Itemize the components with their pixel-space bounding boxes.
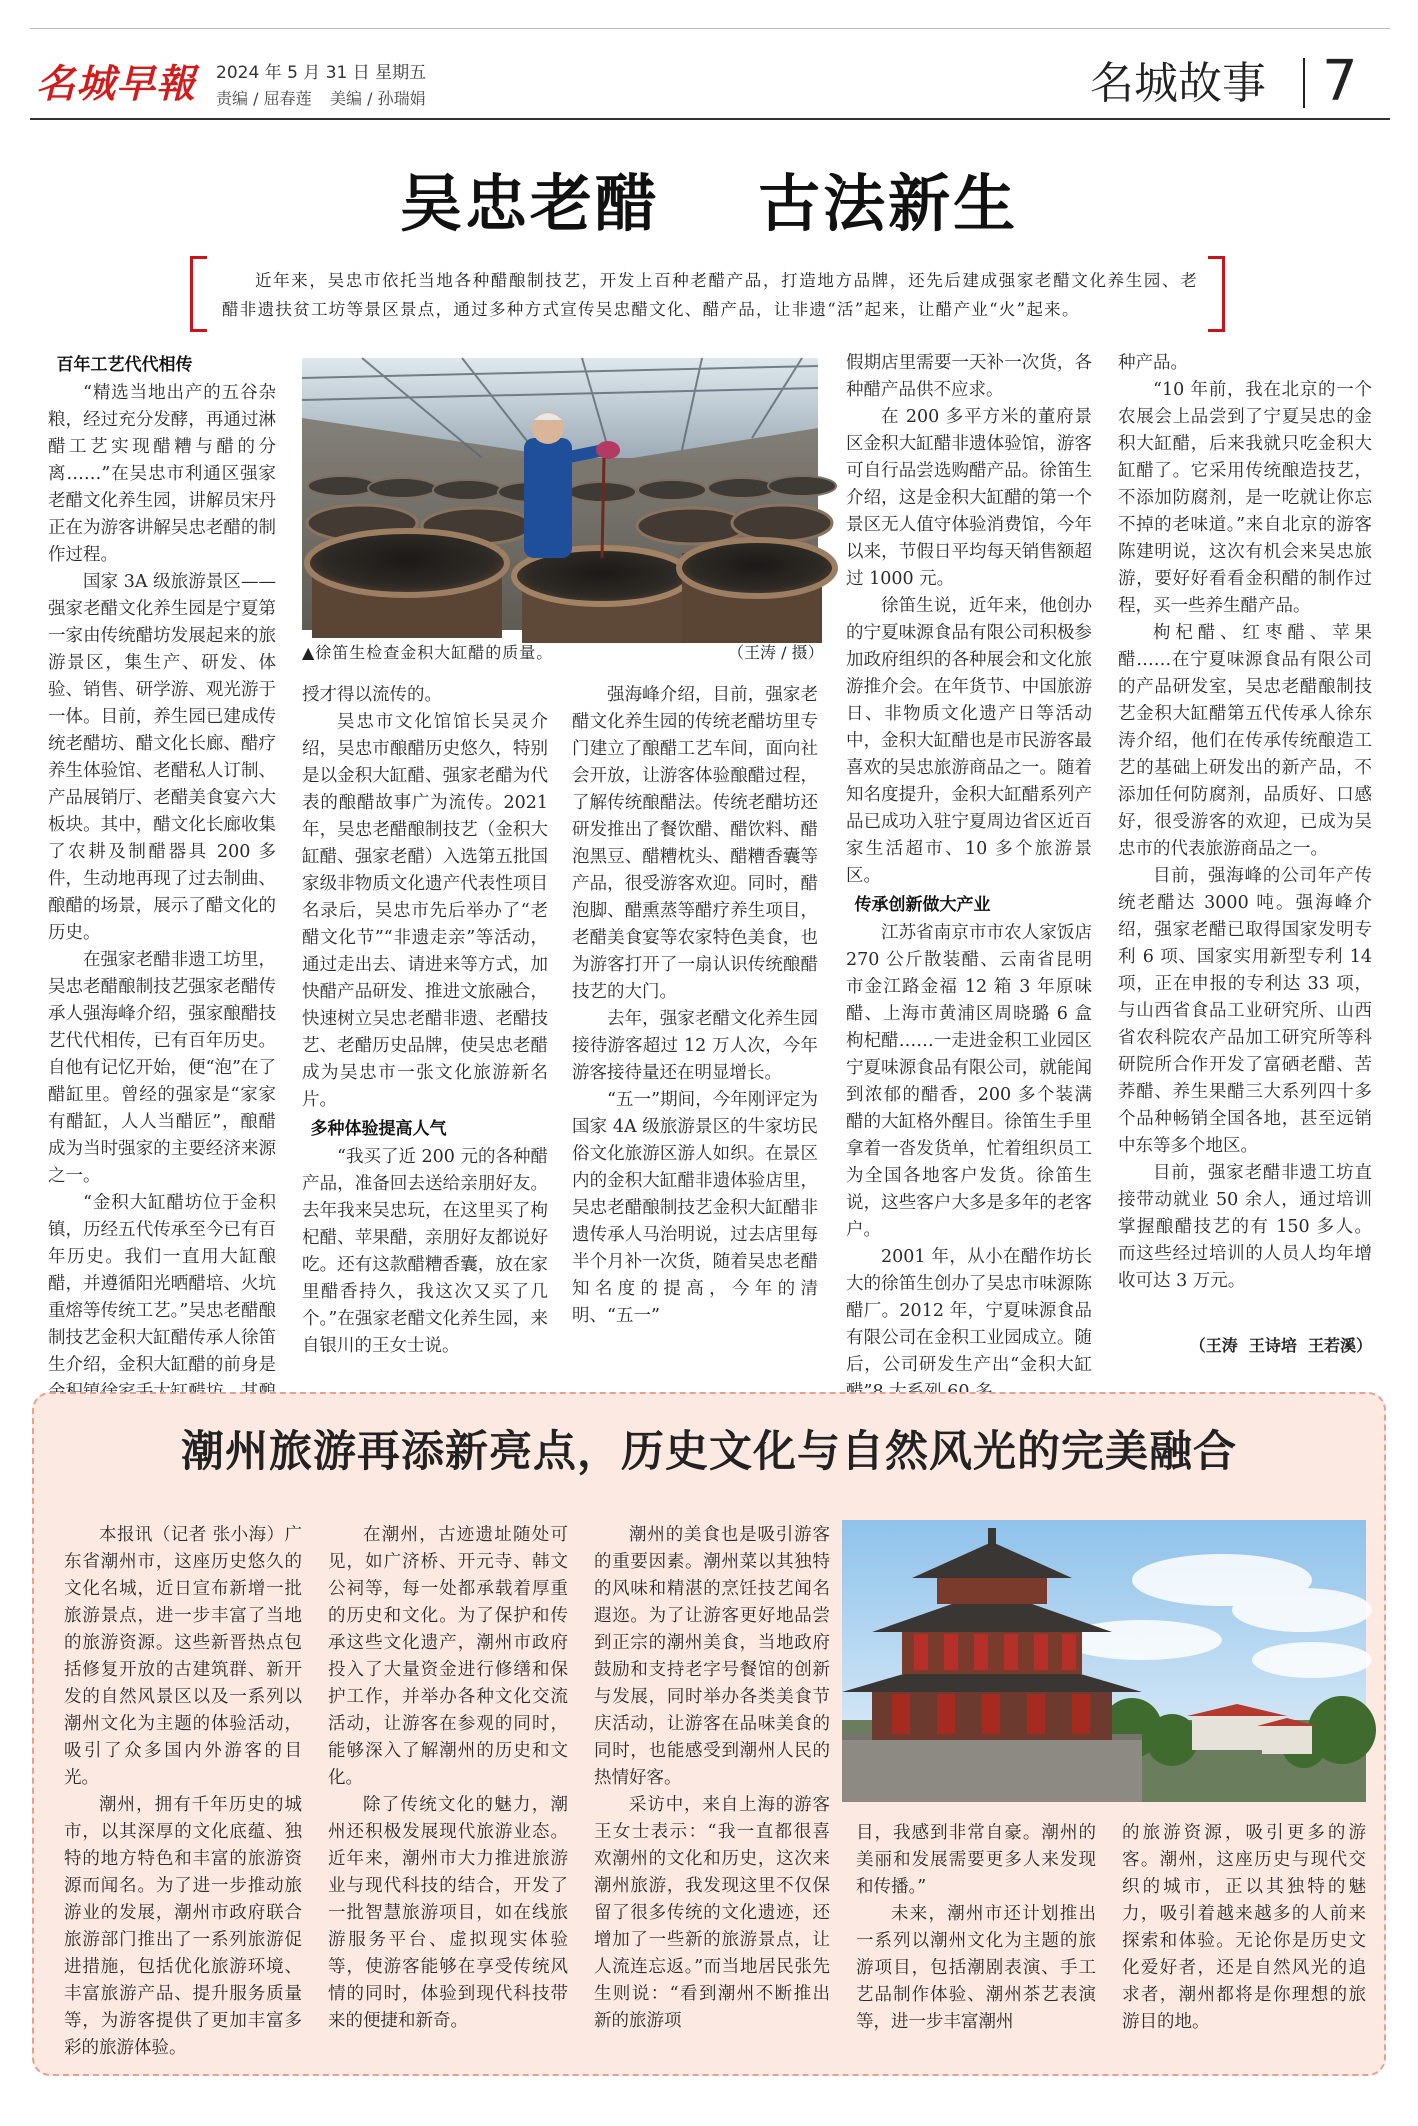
photo-credit: （王涛 / 摄） <box>728 643 824 662</box>
article1-column-1 <box>48 350 276 1375</box>
paragraph: “10 年前，我在北京的一个农展会上品尝到了宁夏吴忠的金积大缸醋，后来我就只吃金积大缸醋了。它采用传统酿造技艺，不添加防腐剂，是一吃就让你忘不掉的老味道。”来自北京的游客陈建明说，这次有机会来吴忠旅游，要好好看看金积醋的制作过程，买一些养生醋产品。 <box>1118 380 1372 616</box>
paragraph: 在强家老醋非遗工坊里，吴忠老醋酿制技艺强家老醋传承人强海峰介绍，强家酿醋技艺代代相传，已有百年历史。自他有记忆开始，便“泡”在了醋缸里。曾经的强家是“家家有醋缸，人人当醋匠”，酿醋成为当时强家的主要经济来源之一。 <box>48 950 276 1186</box>
paragraph: 枸杞醋、红枣醋、苹果醋……在宁夏味源食品有限公司的产品研发室，吴忠老醋酿制技艺金积大缸醋第五代传承人徐东涛介绍，他们在传承传统酿造工艺的基础上研发出的新产品，不添加任何防腐剂，品质好、口感好，很受游客的欢迎，已成为吴忠市的代表旅游商品之一。 <box>1118 623 1372 859</box>
paragraph: 潮州的美食也是吸引游客的重要因素。潮州菜以其独特的风味和精湛的烹饪技艺闻名遐迩。为了让游客更好地品尝到正宗的潮州美食，当地政府鼓励和支持老字号餐馆的创新与发展，同时举办各类美食节庆活动，让游客在品味美食的同时，也能感受到潮州人民的热情好客。 <box>594 1525 830 1788</box>
paragraph: “金积大缸醋坊位于金积镇，历经五代传承至今已有百年历史。我们一直用大缸酿醋，并遵循阳光晒醋培、火坑重熔等传统工艺。”吴忠老醋酿制技艺金积大缸醋传承人徐笛生介绍，金积大缸醋的前身是 <box>48 1193 276 1375</box>
vinegar-vats-photo <box>302 358 818 630</box>
article1-title: 吴忠老醋 古法新生 <box>399 167 1019 240</box>
paragraph: 吴忠市文化馆馆长吴灵介绍，吴忠市酿醋历史悠久，特别是以金积大缸醋、强家老醋为代表的酿醋故事广为流传。2021 年，吴忠老醋酿制技艺（金积大缸醋、强家老醋）入选第五批国家级非物质文化遗产代表性项目名录后，吴忠市先后举办了“老醋文化节”“非遗走亲”等活动，通过走出去、请进来等方式，加快醋产品研发、推进文旅融合，快速树立吴忠老醋非遗、老醋技艺、老醋历史品牌，使吴忠老醋成为吴忠市一张文化旅游新名片。 <box>302 712 548 1110</box>
subhead-experience: 多种体验提高人气 <box>310 1119 447 1139</box>
vinegar-vats-illustration <box>302 358 818 630</box>
paragraph: 2001 年，从小在醋作坊长大的徐笛生创办了吴忠市味源陈醋厂。2012 年，宁夏味源食品有限公司在金积工业园成立。随后，公司研发生产出“金积大缸 <box>846 1247 1092 1375</box>
paragraph: 目前，强海峰的公司年产传统老醋达 3000 吨。强海峰介绍，强家老醋已取得国家发明专利 6 项、国家实用新型专利 14 项，正在申报的专利达 33 项，与山西省食品工业研究所、山西省农科院农产品加工研究所等科研院所合作开发了富硒老醋、苦荞醋、养生果醋三大系列四十多个品种畅销全国各地，甚至远销中东等多个地区。 <box>1118 866 1372 1156</box>
issue-date: 2024 年 5 月 31 日 星期五 <box>216 63 427 83</box>
paragraph: “精选当地出产的五谷杂粮，经过充分发酵，再通过淋醋工艺实现醋糟与醋的分离……”在吴忠市利通区强家老醋文化养生园，讲解员宋丹正在为游客讲解吴忠老醋的制作过程。 <box>48 383 276 565</box>
paragraph: 在 200 多平方米的董府景区金积大缸醋非遗体验馆，游客可自行品尝选购醋产品。徐笛生介绍，这是金积大缸醋的第一个景区无人值守体验消费馆，今年以来，节假日平均每天销售额超过 1000 元。 <box>846 407 1092 589</box>
paragraph: 采访中，来自上海的游客王女士表示：“我一直都很喜欢潮州的文化和历史，这次来潮州旅游，我发现这里不仅保留了很多传统的文化遗迹，还增加了一些新的旅游景点，让人流连忘返。”而当地居民张先生则说：“看到潮州不断推出新的旅游项 <box>594 1795 830 2031</box>
editor-credit: 责编 / 屈春莲 <box>216 89 312 108</box>
article1-column-4 <box>846 350 1092 1375</box>
paragraph: “我买了近 200 元的各种醋产品，准备回去送给亲朋好友。去年我来吴忠玩，在这里买了枸杞醋、苹果醋，亲朋好友都说好吃。还有这款醋糟香囊，放在家里醋香持久，我这次又买了几个。”在强家老醋文化养生园，来自银川的王女士说。 <box>302 1147 548 1356</box>
article1-column-5 <box>1118 350 1372 1350</box>
article2-column-2 <box>328 1522 568 2062</box>
paragraph: 假期店里需要一天补一次货，各种醋产品供不应求。 <box>846 353 1092 400</box>
paragraph: 江苏省南京市市农人家饭店 270 公斤散装醋、云南省昆明市金江路金福 12 箱 3 年原味醋、上海市黄浦区周晓璐 6 盒枸杞醋……一走进金积工业园区宁夏味源食品有限公司，就能闻到浓郁的醋香，200 多个装满醋的大缸格外醒目。徐笛生手里拿着一沓发货单，忙着组织员工为全国各地客户发货。徐笛生说，这些客户大多是多年的老客户。 <box>846 923 1092 1240</box>
paragraph: 除了传统文化的魅力，潮州还积极发展现代旅游业态。近年来，潮州市大力推进旅游业与现代科技的结合，开发了一批智慧旅游项目，如在线旅游服务平台、虚拟现实体验等，使游客能够在享受传统风情的同时，体验到现代科技带来的便捷和新奇。 <box>328 1795 568 2031</box>
chaozhou-tower-photo <box>842 1520 1366 1802</box>
article1-byline: （王涛 王诗培 王若溪） <box>1189 1336 1372 1355</box>
designer-credit: 美编 / 孙瑞娟 <box>330 89 426 108</box>
masthead-rule <box>30 118 1390 120</box>
article2-column-4 <box>856 1820 1096 2062</box>
paragraph: 在潮州，古迹遗址随处可见，如广济桥、开元寺、韩文公祠等，每一处都承载着厚重的历史和文化。为了保护和传承这些文化遗产，潮州市政府投入了大量资金进行修缮和保护工作，并举办各种文化交流活动，让游客在参观的同时，能够深入了解潮州的历史和文化。 <box>328 1525 568 1788</box>
section-name: 名城故事 <box>1090 58 1266 109</box>
article2-column-5 <box>1122 1820 1366 2062</box>
paragraph: 去年，强家老醋文化养生园接待游客超过 12 万人次，今年游客接待量还在明显增长。 <box>572 1009 818 1083</box>
top-rule <box>30 28 1390 29</box>
page-number: 7 <box>1322 49 1358 114</box>
paragraph: 种产品。 <box>1118 353 1188 373</box>
paragraph: 目前，强家老醋非遗工坊直接带动就业 50 余人，通过培训掌握酿醋技艺的有 150 多人。而这些经过培训的人员人均年增收可达 3 万元。 <box>1118 1163 1372 1291</box>
paragraph: “五一”期间，今年刚评定为国家 4A 级旅游景区的牛家坊民俗文化旅游区游人如织。在景区内的金积大缸醋非遗体验店里，吴忠老醋酿制技艺金积大缸醋非遗传承人马治明说，过去店里每半个月补一次货，随着吴忠老醋知名度的提高，今年的清明、“五一” <box>572 1090 818 1326</box>
subhead-heritage: 百年工艺代代相传 <box>56 355 193 375</box>
article1-column-3 <box>572 682 818 1360</box>
paragraph: 本报讯（记者 张小海）广东省潮州市，这座历史悠久的文化名城，近日宣布新增一批旅游景点，进一步丰富了当地的旅游资源。这些新晋热点包括修复开放的古建筑群、新开发的自然风景区以及一系列以潮州文化为主题的体验活动，吸引了众多国内外游客的目光。 <box>64 1525 302 1788</box>
subhead-innovation: 传承创新做大产业 <box>854 895 991 915</box>
article1-column-2 <box>302 682 548 1360</box>
paragraph: 的旅游资源，吸引更多的游客。潮州，这座历史与现代交织的城市，正以其独特的魅力，吸引着越来越多的人前来探索和体验。无论你是历史文化爱好者，还是自然风光的追求者，潮州都将是你理想的旅游目的地。 <box>1122 1823 1366 2032</box>
article1-lead: 近年来，吴忠市依托当地各种醋酿制技艺，开发上百种老醋产品，打造地方品牌，还先后建成强家老醋文化养生园、老醋非遗扶贫工坊等景区景点，通过多种方式宣传吴忠醋文化、醋产品，让非遗“活”起来，让醋产业“火”起来。 <box>222 271 1198 319</box>
paragraph: 潮州，拥有千年历史的城市，以其深厚的文化底蕴、独特的地方特色和丰富的旅游资源而闻名。为了进一步推动旅游业的发展，潮州市政府联合旅游部门推出了一系列旅游促进措施，包括优化旅游环境、丰富旅游产品、提升服务质量等，为游客提供了更加丰富多彩的旅游体验。 <box>64 1795 302 2058</box>
paragraph: 徐笛生说，近年来，他创办的宁夏味源食品有限公司积极参加政府组织的各种展会和文化旅游推介会。在年货节、中国旅游日、非物质文化遗产日等活动中，金积大缸醋也是市民游客最喜欢的吴忠旅游商品之一。随着知名度提升，金积大缸醋系列产品已成功入驻宁夏周边省区近百家生活超市、10 多个旅游景区。 <box>846 596 1092 886</box>
paragraph: 授才得以流传的。 <box>302 685 442 705</box>
article2-column-1 <box>64 1522 302 2062</box>
section-divider <box>1303 58 1305 108</box>
chaozhou-tower-illustration <box>842 1520 1366 1802</box>
paragraph: 强海峰介绍，目前，强家老醋文化养生园的传统老醋坊里专门建立了酿醋工艺车间，面向社会开放，让游客体验酿醋过程，了解传统酿醋法。传统老醋坊还研发推出了餐饮醋、醋饮料、醋泡黑豆、醋糟枕头、醋糟香囊等产品，很受游客欢迎。同时，醋泡脚、醋熏蒸等醋疗养生项目，老醋美食宴等农家特色美食，也为游客打开了一扇认识传统酿醋技艺的大门。 <box>572 685 818 1002</box>
photo-caption: ▲徐笛生检查金积大缸醋的质量。 <box>302 643 554 662</box>
paragraph: 未来，潮州市还计划推出一系列以潮州文化为主题的旅游项目，包括潮剧表演、手工艺品制作体验、潮州茶艺表演等，进一步丰富潮州 <box>856 1904 1096 2032</box>
newspaper-logo: 名城早報 <box>36 61 197 107</box>
paragraph: 目，我感到非常自豪。潮州的美丽和发展需要更多人来发现和传播。” <box>856 1823 1096 1897</box>
article2-title: 潮州旅游再添新亮点，历史文化与自然风光的完美融合 <box>181 1427 1237 1477</box>
lead-bracket-left <box>190 256 207 332</box>
lead-bracket-right <box>1208 256 1225 332</box>
paragraph: 国家 3A 级旅游景区——强家老醋文化养生园是宁夏第一家由传统醋坊发展起来的旅游景区，集生产、研发、体验、销售、研学游、观光游于一体。目前，养生园已建成传统老醋坊、醋文化长廊、醋疗养生体验馆、老醋私人订制、产品展销厅、老醋美食宴六大板块。其中，醋文化长廊收集了农耕及制醋器具 200 多件，生动地再现了过去制曲、酿醋的场景，展示了醋文化的历史。 <box>48 572 276 943</box>
article2-column-3 <box>594 1522 830 2062</box>
